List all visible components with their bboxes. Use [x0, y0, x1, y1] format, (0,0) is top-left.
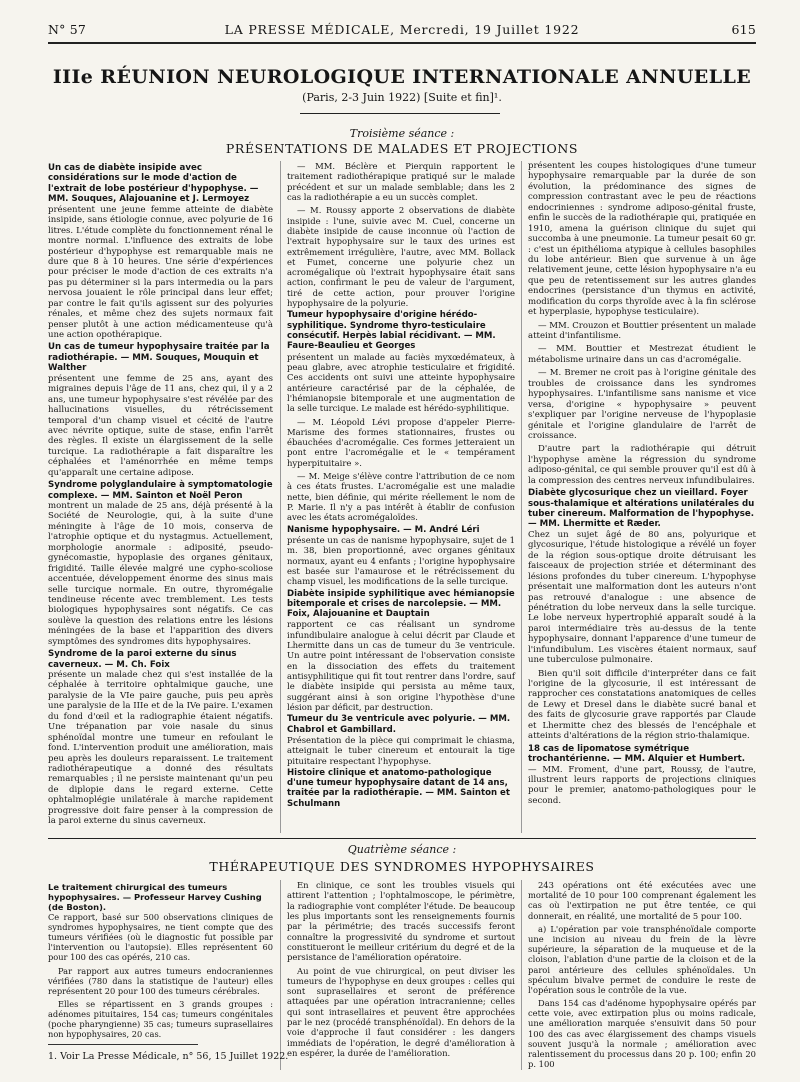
- section-label: Quatrième séance :: [347, 843, 457, 856]
- column-divider: [521, 880, 522, 1070]
- section-heading: PRÉSENTATIONS DE MALADES ET PROJECTIONS: [225, 141, 579, 156]
- paragraph: Elles se répartissent en 3 grands groupes : adénomes pituitaires, 154 cas; tumeurs congénitales (poche pharyngienne) 35 cas; tumeurs suprasellaires non hypophysaires, 20 cas.: [48, 998, 273, 1039]
- paragraph: — M. Meige s'élève contre l'attribution de ce nom à ces états frustes. L'acromégalie est une maladie nette, bien définie, qui mérite réellement le nom de P. Marie. Il n'y a pas intérêt à établir de confusion avec les états acromégaloïdes.: [287, 471, 515, 523]
- column-3: [528, 161, 756, 806]
- paragraph: — M. Bremer ne croit pas à l'origine génitale des troubles de croissance dans les syndromes hypophysaires. L'infantilisme sans nanisme et vice versa, d'origine « hypophysaire » peuvent s'expliquer par l'origine nerveuse de l'hypoplasie génitale et l'origine glandulaire de l'arrêt de croissance.: [528, 368, 756, 441]
- column-divider: [521, 161, 522, 833]
- column-divider: [280, 880, 281, 1070]
- entry-heading: 18 cas de lipomatose symétrique trochantérienne. — MM. Alquier et Humbert.: [528, 743, 746, 765]
- running-header: [48, 22, 756, 40]
- paragraph: — MM. Bouttier et Mestrezat étudient le métabolisme urinaire dans un cas d'acromégalie.: [528, 344, 756, 365]
- paragraph: rapportent ce cas réalisant un syndrome infundibulaire analogue à celui décrit par Claude et Lhermitte dans un cas de tumeur du 3e ventricule. Un autre point intéressant de l'observation consiste en la dissociation des effets du traitement antisyphilitique qui fit tout rentrer dans l'ordre, sauf le diabète insipide qui persista au même taux, suggérant ainsi à son origine l'hypothèse d'une lésion par déficit, par destruction.: [287, 619, 515, 712]
- paragraph: présentent une femme de 25 ans, ayant des migraines depuis l'âge de 11 ans, chez qui, il y a 2 ans, une tumeur hypophysaire s'est révélée par des hallucinations visuelles, du rétrécissement temporal d'un champ visuel et cécité de l'autre avec névrite optique, suite de stase, enfin l'arrêt des règles. Il existe un élargissement de la selle turcique. La radiothérapie a fait disparaître les céphalées et l'aménorrhée en même temps qu'apparaît une certaine adipose.: [48, 373, 273, 478]
- footnote: 1. Voir La Presse Médicale, n° 56, 15 Juillet 1922.: [48, 1051, 289, 1062]
- paragraph: Ce rapport, basé sur 500 observations cliniques de syndromes hypophysaires, ne tient compte que des tumeurs vérifiées (où le diagnostic fut possible par l'intervention ou l'autopsie). Elles représentent 60 pour 100 des cas opérés, 210 cas.: [48, 912, 273, 963]
- paragraph: D'autre part la radiothérapie qui détruit l'hypophyse amène la régression du syndrome adiposo-génital, ce qui semble prouver qu'il est dû à la compression des centres nerveux infundibulaires.: [528, 444, 756, 486]
- column-1: [48, 161, 273, 827]
- entry-heading: Nanisme hypophysaire. — M. André Léri: [287, 524, 480, 535]
- paragraph: 243 opérations ont été exécutées avec une mortalité de 10 pour 100 comprenant également les cas où l'extirpation ne put être tentée, ce qui donnerait, en réalité, une mortalité de 5 pour 100.: [528, 880, 756, 921]
- paragraph: En clinique, ce sont les troubles visuels qui attirent l'attention ; l'ophtalmoscope, le périmètre, la radiographie vont compléter l'étude. De beaucoup les plus importants sont les renseignements fournis par la périmétrie; des tracés successifs feront connaître la progressivité du syndrome et surtout constitueront le meilleur critérium du degré et de la persistance de l'amélioration opératoire.: [287, 880, 515, 963]
- paragraph: présente un malade chez qui s'est installée de la céphalée à territoire ophtalmique gauche, une paralysie de la VIe paire gauche, puis peu après une paralysie de la IIIe et de la IVe paire. L'examen du fond d'œil et la radiographie étaient négatifs. Une trépanation par voie nasale du sinus sphénoïdal montre une tumeur en refoulant le fond. L'intervention produit une amélioration, mais peu après les douleurs reparaissent. Le traitement radiothérapeutique a donné des résultats remarquables ; il ne persiste maintenant qu'un peu de diplopie dans le regard externe. Cette ophtalmoplégie unilatérale à marche rapidement progressive doit faire penser à la compression de la paroi externe du sinus caverneux.: [48, 670, 273, 827]
- paragraph: — M. Roussy apporte 2 observations de diabète insipide : l'une, suivie avec M. Cuel, concerne un diabète insipide de cause inconnue où l'action de l'extrait hypophysaire sur le taux des urines est extrêmement irrégulière, l'autre, avec MM. Bollack et Fumet, concerne une polyurie chez un acromégalique où l'extrait hypophysaire était sans action, confirmant le peu de valeur de l'argument, tiré de cette action, pour prouver l'origine hypophysaire de la polyurie.: [287, 205, 515, 309]
- paragraph: Bien qu'il soit difficile d'interpréter dans ce fait l'origine de la glycosurie, il est intéressant de rapprocher ces constatations anatomiques de celles de Lewy et Dresel dans le diabète sucré banal et des faits de glycosurie grave rapportés par Claude et Lhermitte chez des blessés de l'encéphale et atteints d'altérations de la région strio-thalamique.: [528, 668, 756, 742]
- section-rule: [48, 838, 756, 839]
- section-label: Troisième séance :: [349, 127, 455, 140]
- paragraph: — MM. Crouzon et Bouttier présentent un malade atteint d'infantilisme.: [528, 320, 756, 341]
- entry-heading: Histoire clinique et anatomo-pathologique d'une tumeur hypophysaire datant de 14 ans, traitée par la radiothérapie. — MM. Sainton et Schulmann: [287, 767, 510, 809]
- paragraph: Par rapport aux autres tumeurs endocraniennes vérifiées (780 dans la statistique de l'auteur) elles représentent 20 pour 100 des tumeurs cérébrales.: [48, 965, 273, 996]
- column-divider: [280, 161, 281, 833]
- header-rule: [48, 42, 756, 44]
- title-rule: [300, 113, 500, 114]
- entry-heading: Le traitement chirurgical des tumeurs hypophysaires. — Professeur Harvey Cushing (de Boston).: [48, 882, 262, 913]
- paragraph: présentent un malade au faciès myxœdémateux, à peau glabre, avec atrophie testiculaire et frigidité. Ces accidents ont suivi une atteinte hypophysaire antérieure caractérisé par de la céphalée, de l'hémianopsie bitemporale et une augmentation de la selle turcique. Le malade est hérédo-syphilitique.: [287, 351, 515, 414]
- paragraph: présentent une jeune femme atteinte de diabète insipide, sans étiologie connue, avec polyurie de 16 litres. L'étude complète du fonctionnement rénal le montre normal. L'influence des extraits de lobe postérieur d'hypophyse est remarquable mais ne dure que 8 à 10 heures. Une série d'expériences pour préciser le mode d'action de ces extraits n'a pas pu déterminer si la pars intermedia ou la pars nervosa jouaient le rôle principal dans leur effet; par contre le fait qu'ils agissent sur des polyuries rénales, et même chez des sujets normaux fait penser plutôt à une action médicamenteuse qu'à une action opothérapique.: [48, 204, 273, 340]
- column-4: [48, 880, 273, 1039]
- paragraph: Présentation de la pièce qui comprimait le chiasma, atteignait le tuber cinereum et entourait la tige pituitaire respectant l'hypophyse.: [287, 734, 515, 766]
- entry-heading: Diabète glycosurique chez un vieillard. Foyer sous-thalamique et altérations unilatérales du tuber cinereum. Malformation de l'hypophyse. — MM. Lhermitte et Ræder.: [528, 488, 755, 530]
- entry-heading: Un cas de diabète insipide avec considérations sur le mode d'action de l'extrait de lobe postérieur d'hypophyse. — MM. Souques, Alajouanine et J. Lermoyez: [48, 163, 259, 205]
- entry-heading: Diabète insipide syphilitique avec hémianopsie bitemporale et crises de narcolepsie. — MM. Foix, Alajouanine et Dauptain: [287, 588, 515, 620]
- entry-heading: Syndrome de la paroi externe du sinus caverneux. — M. Ch. Foix: [48, 649, 237, 670]
- journal-title: LA PRESSE MÉDICALE, Mercredi, 19 Juillet 1922: [224, 22, 580, 37]
- paragraph: — MM. Béclère et Pierquin rapportent le traitement radiothérapique pratiqué sur le malade précédent et sur un malade semblable; dans les 2 cas la radiothérapie a eu un succès complet.: [287, 161, 515, 202]
- issue-number: N° 57: [48, 22, 87, 37]
- section-heading: THÉRAPEUTIQUE DES SYNDROMES HYPOPHYSAIRES: [209, 859, 595, 874]
- paragraph: Chez un sujet âgé de 80 ans, polyurique et glycosurique, l'étude histologique a révélé un foyer de la région sous-optique droite détruisant les faisceaux de projection striée et déterminant des lésions profondes du tuber cinereum. L'hypophyse présentait une malformation dont les auteurs n'ont pas retrouvé d'analogue : une absence de pénétration du lobe nerveux dans la selle turcique. Le lobe nerveux hypertrophié apparaît soudé à la paroi intermédiaire très au-dessus de la tente hypophysaire, donnant l'apparence d'une tumeur de l'infundibulum. Les viscères étaient normaux, sauf une tuberculose pulmonaire.: [528, 529, 756, 666]
- footnote-rule: [48, 1044, 198, 1045]
- entry-heading: Syndrome polyglandulaire à symptomatologie complexe. — MM. Sainton et Noël Peron: [48, 480, 273, 501]
- paragraph: présentent les coupes histologiques d'une tumeur hypophysaire remarquable par la durée de son évolution, la prédominance des signes de compression contrastant avec le peu de réactions endocriniennes : syndrome adiposo-génital fruste, enfin le succès de la radiothérapie qui, pratiquée en 1910, amena la guérison clinique du sujet qui succomba à une pneumonie. La tumeur pesait 60 gr. : c'est un épithélioma atypique à cellules basophiles du lobe antérieur. Bien que survenue à un âge relativement jeune, cette lésion hypophysaire n'a eu que peu de retentissement sur les autres glandes endocrines (persistance d'un thymus en activité, modification du corps thyroïde avec à la fin sclérose et hyperplasie, hypophyse testiculaire).: [528, 161, 756, 318]
- paragraph: a) L'opération par voie transphénoïdale comporte une incision au niveau du frein de la lèvre supérieure, la séparation de la muqueuse et de la cloison, l'ablation d'une partie de la cloison et de la paroi antérieure des cellules sphénoïdales. Un spéculum bivalve permet de conduire le reste de l'opération sous le contrôle de la vue.: [528, 923, 756, 995]
- column-5: [287, 880, 515, 1058]
- article-title: IIIe RÉUNION NEUROLOGIQUE INTERNATIONALE ANNUELLE: [52, 66, 752, 88]
- paragraph: Au point de vue chirurgical, on peut diviser les tumeurs de l'hypophyse en deux groupes : celles qui sont suprasellaires et seront de préférence attaquées par une opération intracranienne; celles qui sont intrasellaires et peuvent être approchées par le nez (procédé transphénoïdal). En dehors de la voie d'approche il faut considérer : les dangers immédiats de l'opération, le degré d'amélioration à en espérer, la durée de l'amélioration.: [287, 965, 515, 1058]
- column-2: [287, 161, 515, 809]
- page-number: 615: [731, 22, 756, 37]
- paragraph: Dans 154 cas d'adénome hypophysaire opérés par cette voie, avec extirpation plus ou moins radicale, une amélioration marquée s'ensuivit dans 50 pour 100 des cas avec élargissement des champs visuels souvent jusqu'à la normale ; amélioration avec ralentissement du processus dans 20 p. 100; enfin 20 p. 100: [528, 998, 756, 1070]
- paragraph: — M. Léopold Lévi propose d'appeler Pierre-Marisme des formes stationnaires, frustes ou ébauchées d'acromégalie. Ces formes jetteraient un pont entre l'acromégalie et le « tempérament hyperpituitaire ».: [287, 416, 515, 468]
- column-6: [528, 880, 756, 1069]
- paragraph: — MM. Froment, d'une part, Roussy, de l'autre, illustrent leurs rapports de projections cliniques pour le premier, anatomo-pathologiques pour le second.: [528, 764, 756, 806]
- paragraph: présente un cas de nanisme hypophysaire, sujet de 1 m. 38, bien proportionné, avec organes génitaux normaux, ayant eu 4 enfants ; l'origine hypophysaire est basée sur l'amaurose et le rétrécissement du champ visuel, les modifications de la selle turcique.: [287, 534, 515, 587]
- entry-heading: Un cas de tumeur hypophysaire traitée par la radiothérapie. — MM. Souques, Mouquin et Walther: [48, 342, 270, 374]
- entry-heading: Tumeur hypophysaire d'origine hérédo-syphilitique. Syndrome thyro-testiculaire consécutif. Herpès labial récidivant. — MM. Faure-Beaulieu et Georges: [287, 310, 496, 352]
- article-subtitle: (Paris, 2-3 Juin 1922) [Suite et fin]¹.: [302, 91, 502, 104]
- entry-heading: Tumeur du 3e ventricule avec polyurie. — MM. Chabrol et Gambillard.: [287, 714, 511, 735]
- paragraph: montrent un malade de 25 ans, déjà présenté à la Société de Neurologie, qui, à la suite d'une méningite à l'âge de 10 mois, conserva de l'atrophie optique et du nystagmus. Actuellement, morphologie anormale : adiposité, pseudo-gynécomastie, hypoplasie des organes génitaux, frigidité. Taille élevée malgré une cypho-scoliose accentuée, développement énorme des sinus mais selle turcique normale. En outre, thyromégalie tendineuse récente avec tremblement. Les tests biologiques hypophysaires sont négatifs. Ce cas soulève la question des relations entre les lésions méningées de la base et l'apparition des divers symptômes des syndromes dits hypophysaires.: [48, 501, 273, 647]
